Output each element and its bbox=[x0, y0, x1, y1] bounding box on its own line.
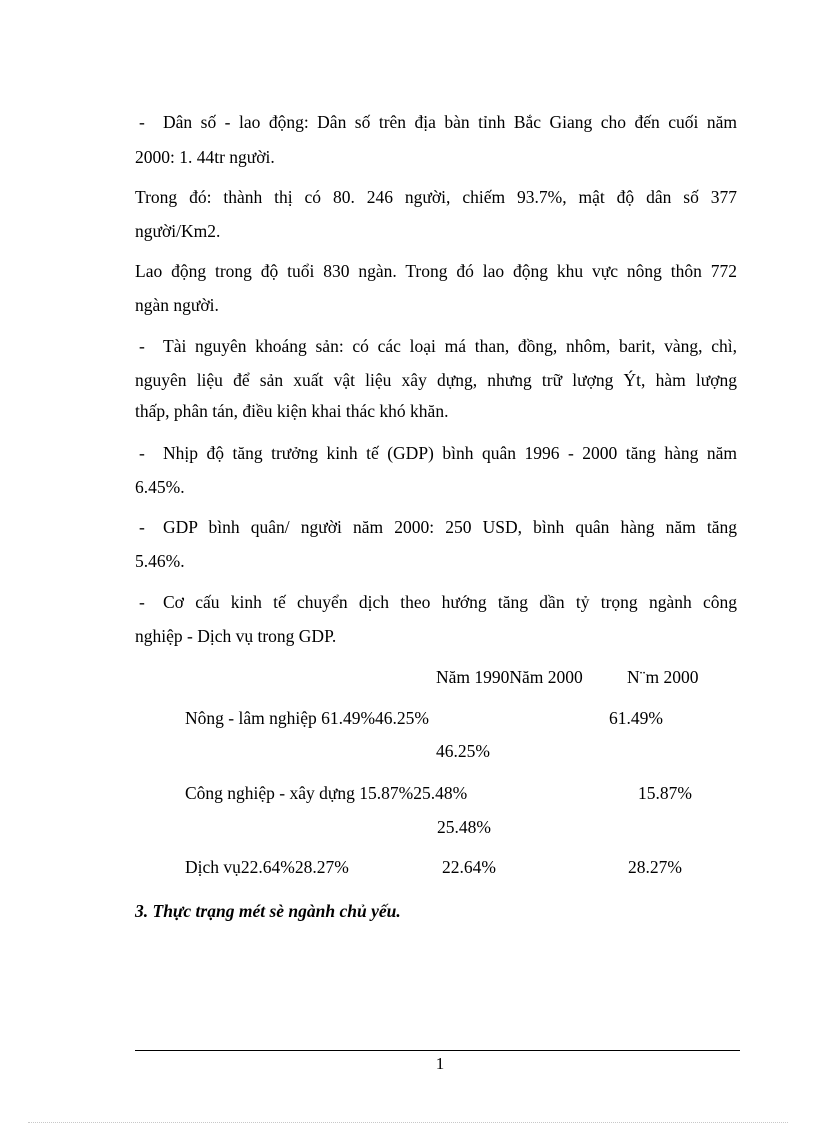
paragraph-text: Tài nguyên khoáng sản: có các loại má than, đồng, nhôm, barit, vàng, chì, bbox=[163, 336, 737, 356]
paragraph-population-line-2: 2000: 1. 44tr người. bbox=[135, 147, 275, 167]
table-cell-services-2000: 28.27% bbox=[628, 857, 682, 877]
bullet-dash: - bbox=[139, 517, 145, 537]
paragraph-population-line-1 bbox=[135, 111, 737, 133]
table-cell-industry-1990: 15.87% bbox=[638, 783, 692, 803]
bullet-dash: - bbox=[139, 592, 145, 612]
paragraph-minerals-line-3: thấp, phân tán, điều kiện khai thác khó khăn. bbox=[135, 401, 449, 421]
paragraph-labor-line-1: Lao động trong độ tuổi 830 ngàn. Trong đó lao động khu vực nông thôn 772 bbox=[135, 261, 737, 281]
table-cell-agriculture-2000: 46.25% bbox=[436, 741, 490, 761]
paragraph-gdp-per-capita-line-1 bbox=[135, 516, 737, 538]
table-row-agriculture: Nông - lâm nghiệp 61.49%46.25% bbox=[185, 708, 429, 728]
paragraph-structure-line-1 bbox=[135, 591, 737, 613]
paragraph-gdp-per-capita-line-2: 5.46%. bbox=[135, 551, 185, 571]
table-cell-services-1990: 22.64% bbox=[442, 857, 496, 877]
table-cell-industry-2000: 25.48% bbox=[437, 817, 491, 837]
paragraph-gdp-growth-line-2: 6.45%. bbox=[135, 477, 185, 497]
table-row-services: Dịch vụ22.64%28.27% bbox=[185, 857, 349, 877]
table-row-industry: Công nghiệp - xây dựng 15.87%25.48% bbox=[185, 783, 468, 803]
paragraph-text: Dân số - lao động: Dân số trên địa bàn tỉnh Bắc Giang cho đến cuối năm bbox=[163, 112, 737, 132]
table-cell-agriculture-1990: 61.49% bbox=[609, 708, 663, 728]
paragraph-minerals-line-1 bbox=[135, 335, 737, 357]
table-header-years: Năm 1990Năm 2000 bbox=[436, 667, 583, 687]
section-heading: 3. Thực trạng mét sè ngành chủ yếu. bbox=[135, 901, 401, 921]
paragraph-text: Nhịp độ tăng trưởng kinh tế (GDP) bình quân 1996 - 2000 tăng hàng năm bbox=[163, 443, 737, 463]
paragraph-labor-line-2: ngàn người. bbox=[135, 295, 219, 315]
bullet-dash: - bbox=[139, 443, 145, 463]
paragraph-text: Cơ cấu kinh tế chuyển dịch theo hướng tăng dần tỷ trọng ngành công bbox=[163, 592, 737, 612]
paragraph-urban-line-1: Trong đó: thành thị có 80. 246 người, chiếm 93.7%, mật độ dân số 377 bbox=[135, 187, 737, 207]
paragraph-minerals-line-2: nguyên liệu để sản xuất vật liệu xây dựng, nhưng trữ lượng Ýt, hàm lượng bbox=[135, 370, 737, 390]
bullet-dash: - bbox=[139, 336, 145, 356]
paragraph-structure-line-2: nghiệp - Dịch vụ trong GDP. bbox=[135, 626, 337, 646]
footer-rule bbox=[135, 1050, 740, 1051]
paragraph-text: GDP bình quân/ người năm 2000: 250 USD, bình quân hàng năm tăng bbox=[163, 517, 737, 537]
paragraph-urban-line-2: người/Km2. bbox=[135, 221, 221, 241]
table-header-year-2000: N¨m 2000 bbox=[627, 667, 699, 687]
page-number: 1 bbox=[435, 1054, 445, 1073]
paragraph-gdp-growth-line-1 bbox=[135, 442, 737, 464]
bullet-dash: - bbox=[139, 112, 145, 132]
